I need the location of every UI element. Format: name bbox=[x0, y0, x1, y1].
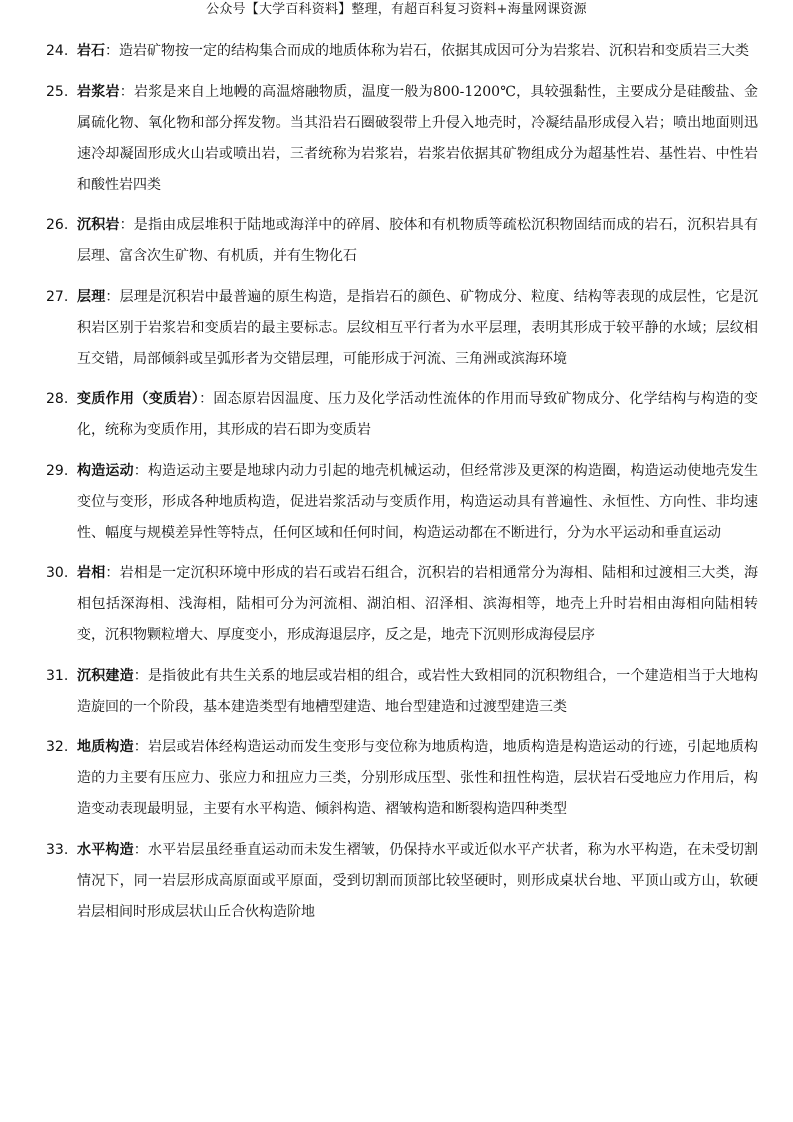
entry-igneous-rock bbox=[46, 77, 758, 201]
definition-list bbox=[46, 36, 758, 937]
entry-number: 31. bbox=[46, 667, 69, 684]
entry-definition: ：岩相是一定沉积环境中形成的岩石或岩石组合，沉积岩的岩相通常分为海相、陆相和过渡相三大类，海相包括深海相、浅海相，陆相可分为河流相、湖泊相、沼泽相、滨海相等，地壳上升时岩相由海相向陆相转变，沉积物颗粒增大、厚度变小，形成海退层序，反之是，地壳下沉则形成海侵层序 bbox=[77, 565, 759, 643]
entry-number: 28. bbox=[46, 391, 69, 407]
entry-term: 地质构造 bbox=[77, 739, 134, 755]
entry-term: 岩石 bbox=[77, 43, 105, 59]
entry-number: 25. bbox=[46, 83, 69, 100]
entry-term: 岩浆岩 bbox=[77, 83, 120, 100]
entry-definition: ：是指由成层堆积于陆地或海洋中的碎屑、胶体和有机物质等疏松沉积物固结而成的岩石，沉积岩具有层理、富含次生矿物、有机质，并有生物化石 bbox=[77, 217, 759, 264]
entry-horizontal-structure bbox=[46, 835, 758, 928]
entry-tectonic-movement bbox=[46, 456, 758, 549]
entry-sedimentary-rock bbox=[46, 210, 758, 272]
entry-number: 29. bbox=[46, 462, 69, 479]
entry-definition: ：构造运动主要是地球内动力引起的地壳机械运动，但经常涉及更深的构造圈，构造运动使地壳发生变位与变形，形成各种地质构造，促进岩浆活动与变质作用，构造运动具有普遍性、永恒性、方向性、非均速性、幅度与规模差异性等特点，任何区域和任何时间，构造运动都在不断进行，分为水平运动和垂直运动 bbox=[77, 462, 759, 541]
entry-number: 33. bbox=[46, 841, 69, 858]
entry-bedding bbox=[46, 282, 758, 375]
entry-number: 26. bbox=[46, 217, 69, 233]
entry-rock bbox=[46, 36, 758, 67]
entry-definition: ：是指彼此有共生关系的地层或岩相的组合，或岩性大致相同的沉积物组合，一个建造相当于大地构造旋回的一个阶段，基本建造类型有地槽型建造、地台型建造和过渡型建造三类 bbox=[77, 667, 759, 715]
entry-definition: ：造岩矿物按一定的结构集合而成的地质体称为岩石，依据其成因可分为岩浆岩、沉积岩和变质岩三大类 bbox=[105, 43, 749, 59]
entry-number: 30. bbox=[46, 565, 69, 581]
entry-definition: ：岩浆是来自上地幔的高温熔融物质，温度一般为800-1200℃，具较强黏性，主要成分是硅酸盐、金属硫化物、氧化物和部分挥发物。当其沿岩石圈破裂带上升侵入地壳时，冷凝结晶形成侵入岩；喷出地面则迅速冷却凝固形成火山岩或喷出岩，三者统称为岩浆岩，岩浆岩依据其矿物组成分为超基性岩、基性岩、中性岩和酸性岩四类 bbox=[77, 83, 758, 193]
entry-term: 沉积岩 bbox=[77, 217, 120, 233]
entry-definition: ：水平岩层虽经垂直运动而未发生褶皱，仍保持水平或近似水平产状者，称为水平构造，在未受切割情况下，同一岩层形成高原面或平原面，受到切割而顶部比较坚硬时，则形成桌状台地、平顶山或方山，软硬岩层相间时形成层状山丘合伙构造阶地 bbox=[77, 841, 759, 920]
entry-term: 岩相 bbox=[77, 565, 106, 581]
page-header: 公众号【大学百科资料】整理，有超百科复习资料+海量网课资源 bbox=[206, 2, 587, 17]
entry-definition: ：层理是沉积岩中最普遍的原生构造，是指岩石的颜色、矿物成分、粒度、结构等表现的成层性，它是沉积岩区别于岩浆岩和变质岩的最主要标志。层纹相互平行者为水平层理，表明其形成于较平静的水域；层纹相互交错，局部倾斜或呈弧形者为交错层理，可能形成于河流、三角洲或滨海环境 bbox=[77, 288, 759, 367]
entry-sedimentary-formation bbox=[46, 661, 758, 723]
entry-term: 构造运动 bbox=[77, 462, 134, 479]
entry-number: 32. bbox=[46, 739, 69, 755]
entry-number: 27. bbox=[46, 288, 69, 305]
entry-term: 水平构造 bbox=[77, 841, 134, 858]
entry-facies bbox=[46, 558, 758, 651]
entry-number: 24. bbox=[46, 43, 69, 59]
entry-definition: ：固态原岩因温度、压力及化学活动性流体的作用而导致矿物成分、化学结构与构造的变化，统称为变质作用，其形成的岩石即为变质岩 bbox=[77, 391, 759, 438]
entry-geological-structure bbox=[46, 732, 758, 825]
entry-term: 层理 bbox=[77, 288, 106, 305]
entry-metamorphism bbox=[46, 384, 758, 446]
entry-definition: ：岩层或岩体经构造运动而发生变形与变位称为地质构造，地质构造是构造运动的行迹，引起地质构造的力主要有压应力、张应力和扭应力三类，分别形成压型、张性和扭性构造，层状岩石受地应力作用后，构造变动表现最明显，主要有水平构造、倾斜构造、褶皱构造和断裂构造四种类型 bbox=[77, 739, 759, 817]
entry-term: 沉积建造 bbox=[77, 667, 134, 684]
entry-term: 变质作用（变质岩） bbox=[77, 391, 200, 407]
